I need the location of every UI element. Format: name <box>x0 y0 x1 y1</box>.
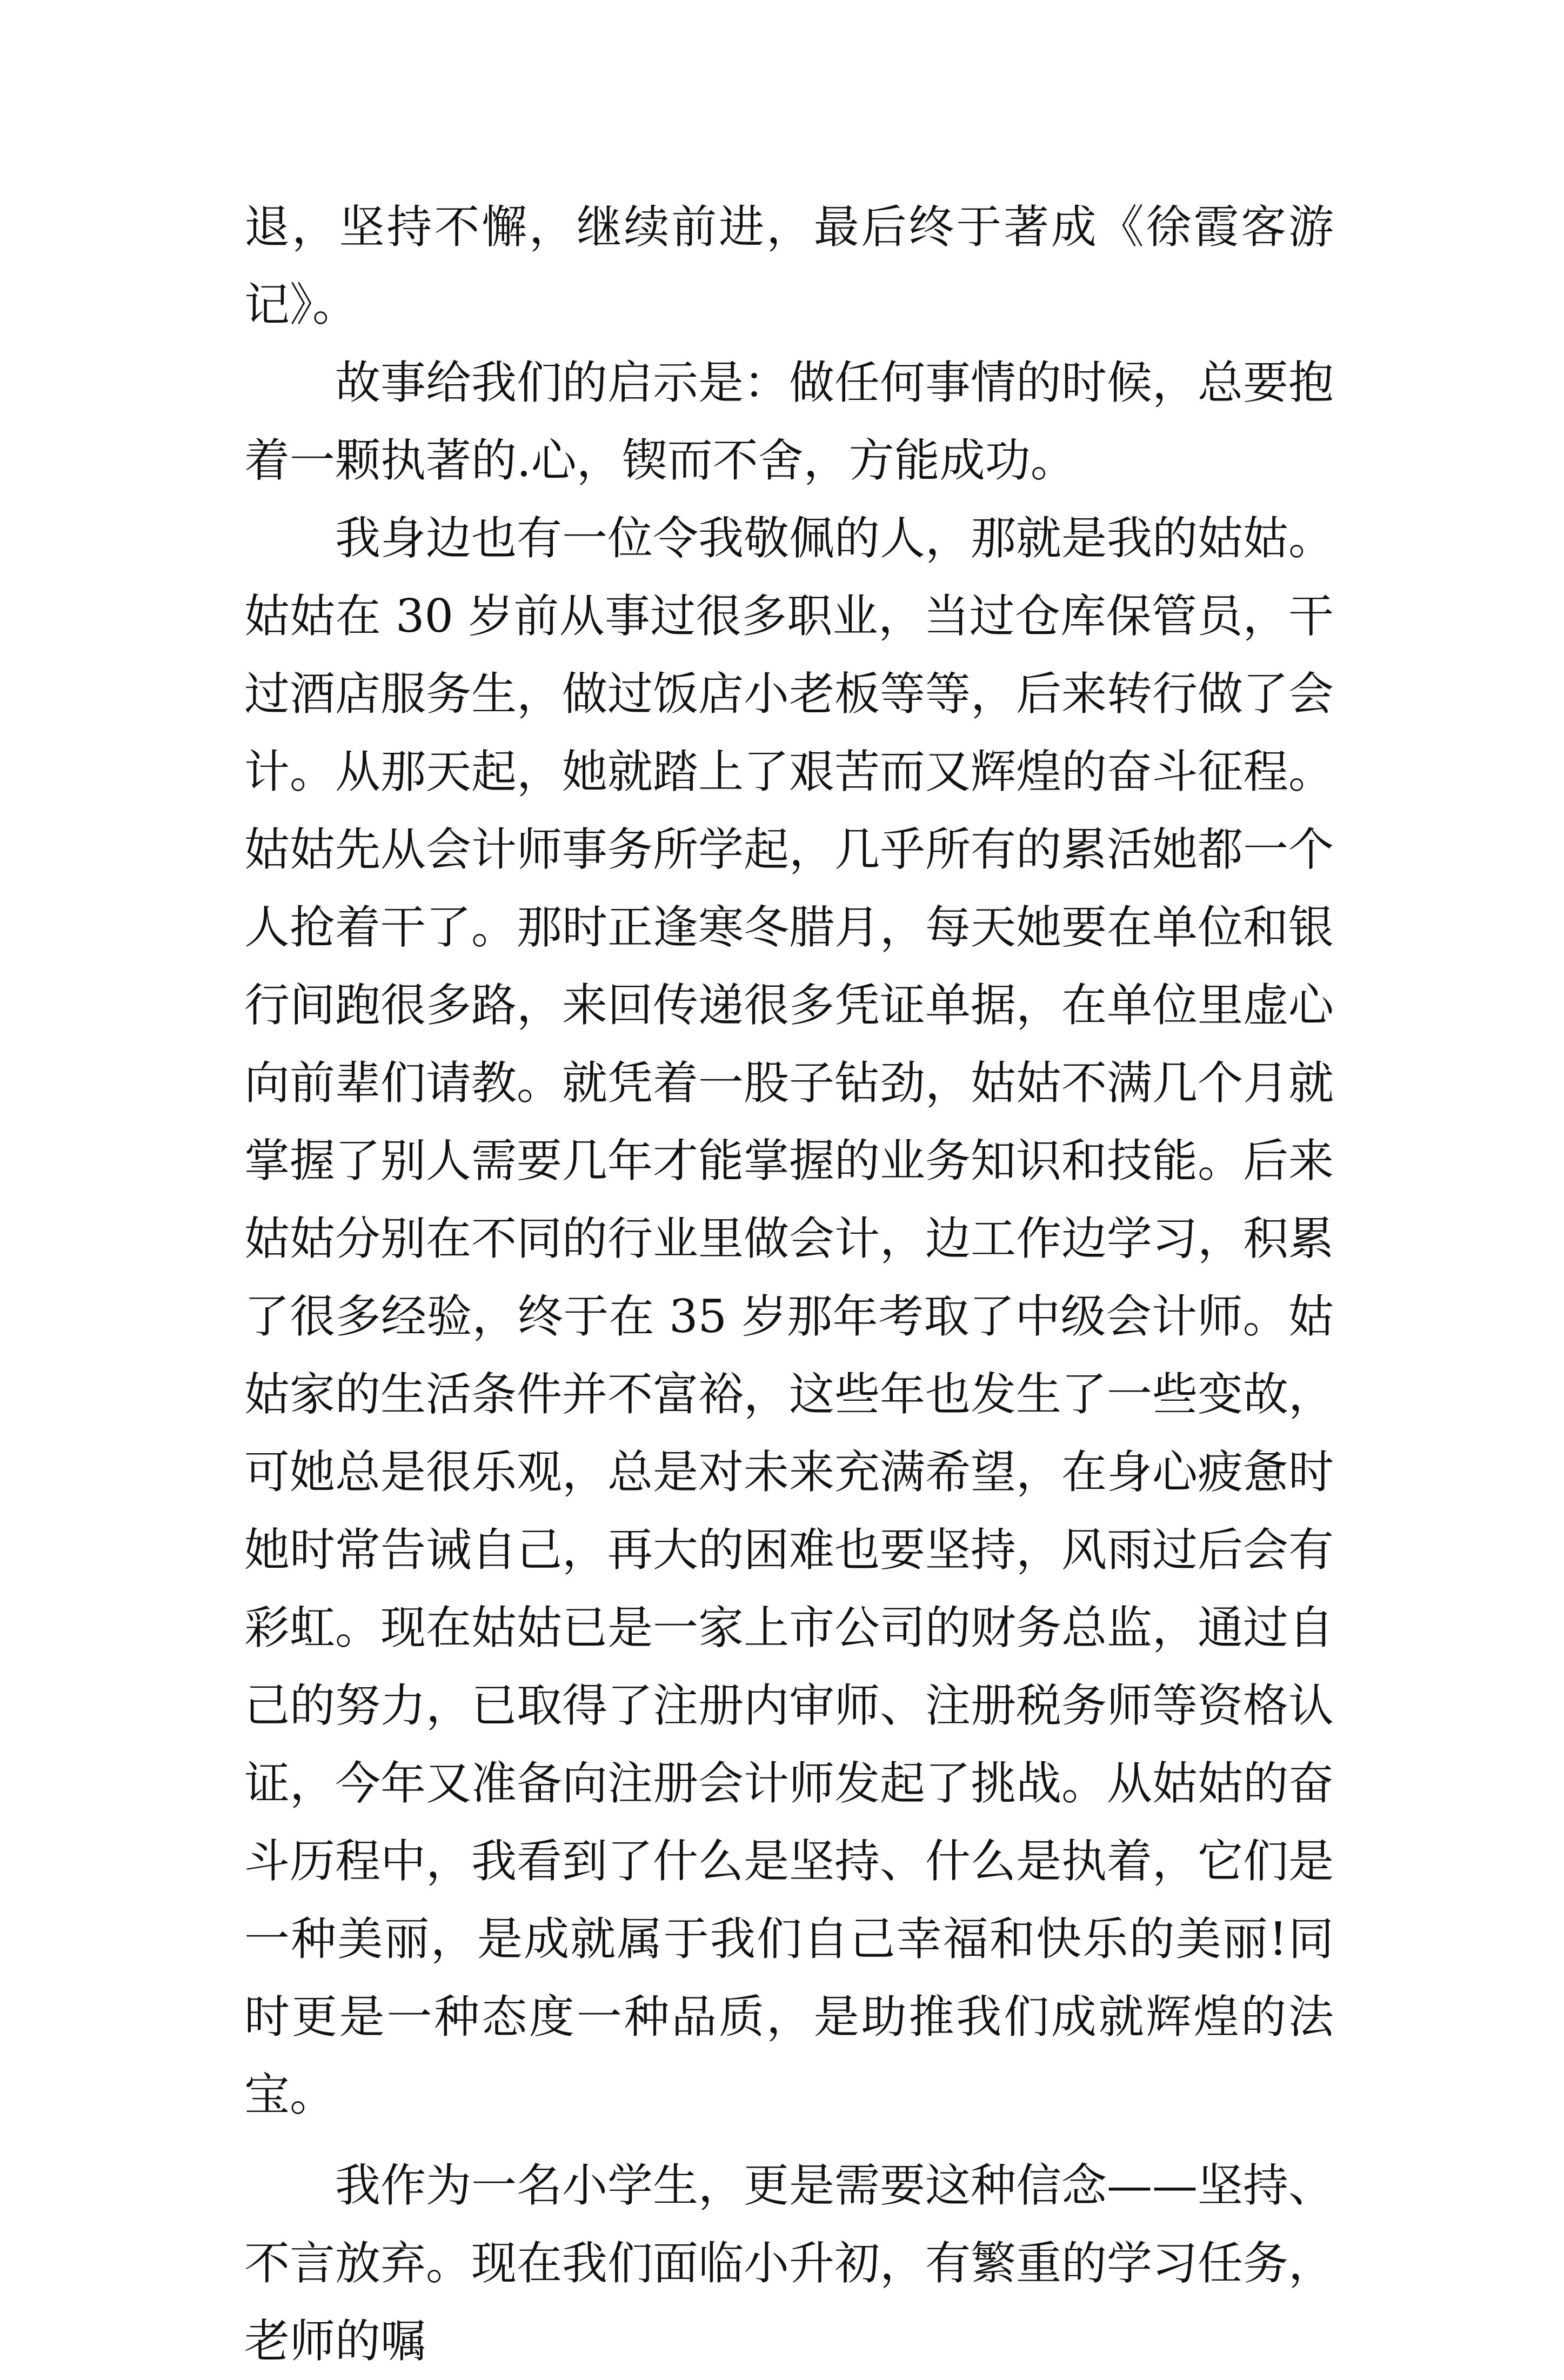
paragraph-3: 我身边也有一位令我敬佩的人，那就是我的姑姑。姑姑在 30 岁前从事过很多职业，当过仓库保管员，干过酒店服务生，做过饭店小老板等等，后来转行做了会计。从那天起，她就踏上了艰苦而又辉煌的奋斗征程。姑姑先从会计师事务所学起，几乎所有的累活她都一个人抢着干了。那时正逢寒冬腊月，每天她要在单位和银行间跑很多路，来回传递很多凭证单据，在单位里虚心向前辈们请教。就凭着一股子钻劲，姑姑不满几个月就掌握了别人需要几年才能掌握的业务知识和技能。后来姑姑分别在不同的行业里做会计，边工作边学习，积累了很多经验，终于在 35 岁那年考取了中级会计师。姑姑家的生活条件并不富裕，这些年也发生了一些变故，可她总是很乐观，总是对未来充满希望，在身心疲惫时她时常告诫自己，再大的困难也要坚持，风雨过后会有彩虹。现在姑姑已是一家上市公司的财务总监，通过自己的努力，已取得了注册内审师、注册税务师等资格认证，今年又准备向注册会计师发起了挑战。从姑姑的奋斗历程中，我看到了什么是坚持、什么是执着，它们是一种美丽，是成就属于我们自己幸福和快乐的美丽!同时更是一种态度一种品质，是助推我们成就辉煌的法宝。 <box>244 512 1334 2121</box>
paragraph-2: 故事给我们的启示是：做任何事情的时候，总要抱着一颗执著的.心，锲而不舍，方能成功。 <box>244 356 1334 487</box>
paragraph-1: 退，坚持不懈，继续前进，最后终于著成《徐霞客游记》。 <box>244 200 1334 331</box>
paragraph-4: 我作为一名小学生，更是需要这种信念——坚持、不言放弃。现在我们面临小升初，有繁重的学习任务，老师的嘱 <box>244 2159 1334 2368</box>
document-body <box>244 188 1334 2380</box>
